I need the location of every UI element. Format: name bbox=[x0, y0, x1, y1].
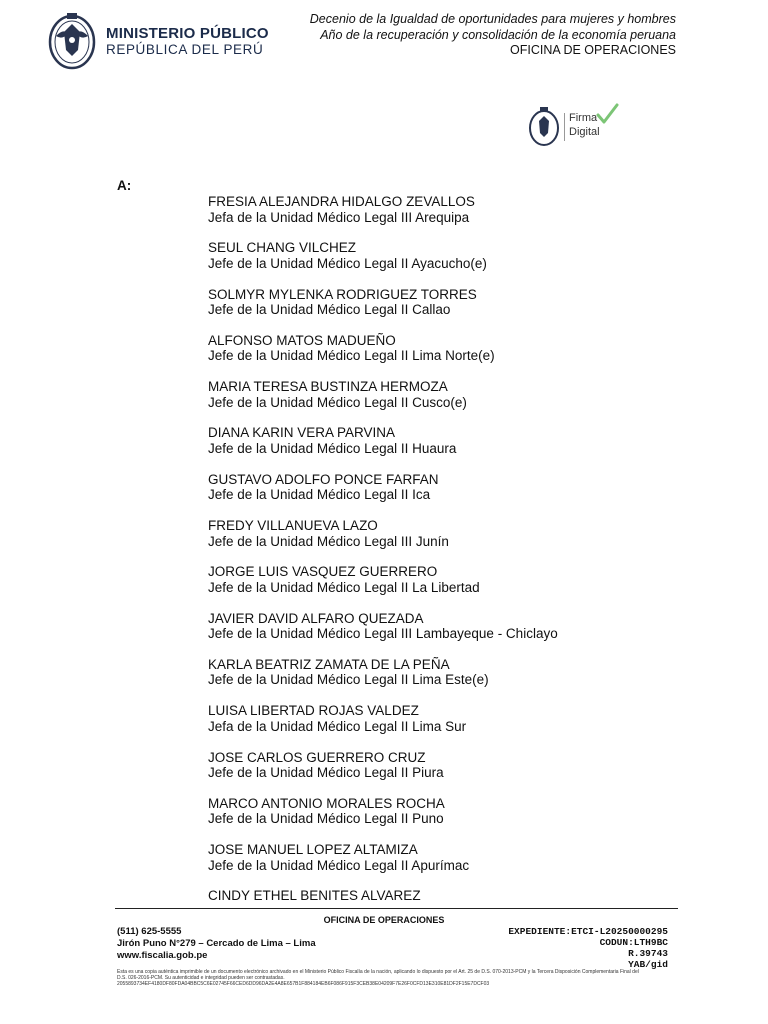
recipient-name: MARCO ANTONIO MORALES ROCHA bbox=[208, 795, 445, 811]
logo-title: MINISTERIO PÚBLICO bbox=[106, 25, 269, 42]
verification-hash: 2055893734EF4180DF80FDA04BBC5C6E02745F66CED6DD96DA2E4A8E657B1F884184EB6F086F915F3CEB38E04209F7E26F0CFD13E310E81DF2F15E7DCF03 bbox=[117, 981, 490, 987]
recipient-entry bbox=[208, 194, 748, 240]
recipient-role: Jefe de la Unidad Médico Legal III Junín bbox=[208, 533, 449, 549]
footer-website: www.fiscalia.gob.pe bbox=[117, 950, 208, 961]
recipient-entry bbox=[208, 703, 748, 749]
recipient-label: A: bbox=[117, 178, 132, 193]
recipient-entry bbox=[208, 611, 748, 657]
ministerio-publico-logo bbox=[46, 10, 269, 72]
recipient-role: Jefe de la Unidad Médico Legal II Piura bbox=[208, 765, 444, 781]
recipient-role: Jefe de la Unidad Médico Legal II Apurímac bbox=[208, 857, 470, 873]
digital-label: Digital bbox=[569, 126, 600, 138]
authenticity-notice-2: D.S. 026-2016-PCM. Su autenticidad e integridad pueden ser contrastadas. bbox=[117, 975, 285, 981]
recipient-name: KARLA BEATRIZ ZAMATA DE LA PEÑA bbox=[208, 656, 450, 672]
header-year-line: Año de la recuperación y consolidación de la economía peruana bbox=[320, 28, 676, 42]
recipient-entry bbox=[208, 333, 748, 379]
recipient-role: Jefe de la Unidad Médico Legal II Lima Norte(e) bbox=[208, 348, 495, 364]
footer-divider bbox=[115, 908, 678, 909]
recipient-entry bbox=[208, 287, 748, 333]
recipient-entry bbox=[208, 240, 748, 286]
seal-icon bbox=[527, 105, 561, 147]
footer-phone: (511) 625-5555 bbox=[117, 926, 182, 937]
recipient-entry bbox=[208, 379, 748, 425]
authenticity-notice: Esta es una copia auténtica imprimible de un documento electrónico archivado en el Ministerio Público Fiscalía de la nación, aplicando lo dispuesto por el Art. 25 de D.S. 070-2013-PCM y la Tercera Disposición Complementaria Final del bbox=[117, 969, 639, 975]
recipient-role: Jefa de la Unidad Médico Legal III Arequipa bbox=[208, 209, 470, 225]
checkmark-icon bbox=[595, 103, 619, 125]
firma-label: Firma bbox=[569, 112, 598, 124]
codun-code: CODUN:LTH9BC bbox=[599, 937, 668, 948]
recipient-entry bbox=[208, 564, 748, 610]
footer-address: Jirón Puno N°279 – Cercado de Lima – Lima bbox=[117, 938, 316, 949]
recipient-name: FREDY VILLANUEVA LAZO bbox=[208, 518, 378, 534]
recipient-role: Jefe de la Unidad Médico Legal II Ayacucho(e) bbox=[208, 255, 487, 271]
recipient-entry bbox=[208, 796, 748, 842]
coat-of-arms-icon bbox=[46, 10, 98, 70]
recipient-role: Jefe de la Unidad Médico Legal II Puno bbox=[208, 811, 444, 827]
recipient-name: JAVIER DAVID ALFARO QUEZADA bbox=[208, 610, 424, 626]
recipient-entry bbox=[208, 518, 748, 564]
recipient-role: Jefe de la Unidad Médico Legal II Cusco(e) bbox=[208, 394, 467, 410]
header-decade-line: Decenio de la Igualdad de oportunidades para mujeres y hombres bbox=[309, 12, 676, 26]
recipient-name: FRESIA ALEJANDRA HIDALGO ZEVALLOS bbox=[208, 194, 475, 209]
recipient-entry bbox=[208, 657, 748, 703]
recipient-entry bbox=[208, 750, 748, 796]
recipient-role: Jefe de la Unidad Médico Legal III Lambayeque - Chiclayo bbox=[208, 626, 558, 642]
recipient-name: CINDY ETHEL BENITES ALVAREZ bbox=[208, 888, 421, 904]
footer-office: OFICINA DE OPERACIONES bbox=[323, 915, 445, 925]
recipient-name: SEUL CHANG VILCHEZ bbox=[208, 240, 357, 256]
recipient-role: Jefa de la Unidad Médico Legal II Lima Sur bbox=[208, 718, 467, 734]
recipient-name: JOSE MANUEL LOPEZ ALTAMIZA bbox=[208, 842, 418, 858]
recipient-name: GUSTAVO ADOLFO PONCE FARFAN bbox=[208, 471, 439, 487]
author-initials: YAB/gid bbox=[628, 959, 668, 970]
recipient-role: Jefe de la Unidad Médico Legal II Ica bbox=[208, 487, 431, 503]
recipient-role: Jefe de la Unidad Médico Legal II Callao bbox=[208, 302, 451, 318]
recipient-name: DIANA KARIN VERA PARVINA bbox=[208, 425, 396, 441]
recipient-name: JOSE CARLOS GUERRERO CRUZ bbox=[208, 749, 426, 765]
recipient-name: MARIA TERESA BUSTINZA HERMOZA bbox=[208, 379, 448, 395]
badge-divider bbox=[564, 113, 565, 141]
registry-number: R.39743 bbox=[628, 948, 668, 959]
recipient-name: SOLMYR MYLENKA RODRIGUEZ TORRES bbox=[208, 286, 477, 302]
recipient-role: Jefe de la Unidad Médico Legal II La Libertad bbox=[208, 579, 480, 595]
recipient-entry bbox=[208, 425, 748, 471]
recipient-name: JORGE LUIS VASQUEZ GUERRERO bbox=[208, 564, 438, 580]
recipient-role: Jefe de la Unidad Médico Legal II Huaura bbox=[208, 440, 457, 456]
recipient-name: LUISA LIBERTAD ROJAS VALDEZ bbox=[208, 703, 419, 719]
recipient-entry bbox=[208, 842, 748, 888]
logo-subtitle: REPÚBLICA DEL PERÚ bbox=[106, 42, 264, 57]
recipient-name: ALFONSO MATOS MADUEÑO bbox=[208, 332, 396, 348]
expediente-number: EXPEDIENTE:ETCI-L20250000295 bbox=[508, 926, 668, 937]
header-office-line: OFICINA DE OPERACIONES bbox=[509, 43, 676, 57]
recipient-entry bbox=[208, 472, 748, 518]
firma-digital-badge bbox=[527, 103, 622, 149]
recipient-list bbox=[208, 194, 748, 935]
recipient-role: Jefe de la Unidad Médico Legal II Lima Este(e) bbox=[208, 672, 489, 688]
